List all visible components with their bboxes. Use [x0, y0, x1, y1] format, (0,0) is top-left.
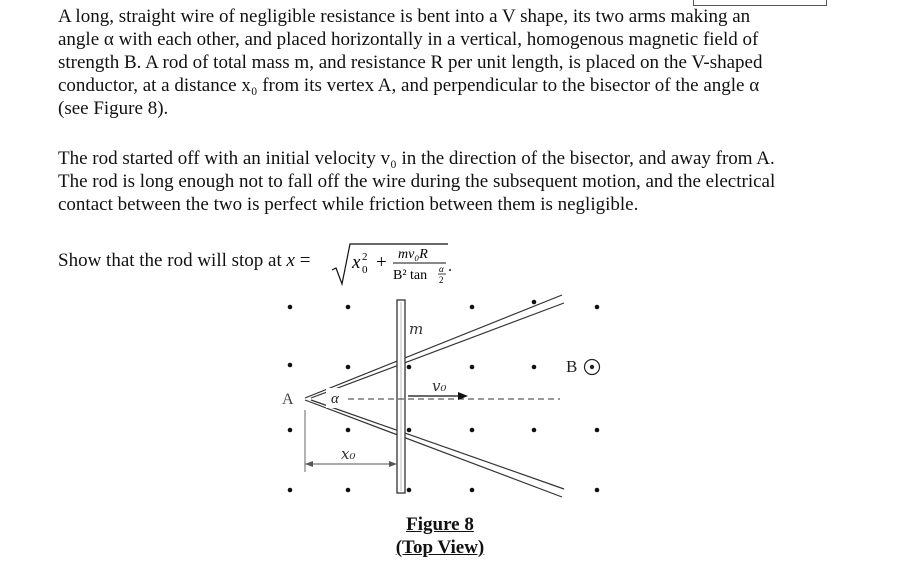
formula-term-x: x [352, 252, 361, 273]
figure-caption-title: Figure 8 [406, 514, 474, 535]
field-dot [346, 305, 351, 310]
formula-term-sub: 0 [362, 264, 368, 276]
field-dot [288, 363, 293, 368]
rod-mass-label: m [409, 320, 424, 338]
paragraph-line: The rod is long enough not to fall off the wire during the subsequent motion, and the electrical [58, 171, 776, 192]
equation-lead: Show that the rod will stop at [58, 250, 287, 271]
equation-variable: x [286, 250, 295, 271]
field-dot [595, 305, 600, 310]
figure-8-diagram [270, 290, 630, 500]
field-dot [346, 488, 351, 493]
field-dot [288, 305, 293, 310]
equation-equals: = [294, 250, 311, 271]
field-dot [470, 488, 475, 493]
field-dot [407, 428, 412, 433]
paragraph-line: (see Figure 8). [58, 98, 169, 119]
field-dot [407, 488, 412, 493]
equation-lead-text [58, 250, 310, 272]
field-dot [532, 365, 537, 370]
field-dot [407, 365, 412, 370]
paragraph-line: contact between the two is perfect while friction between them is negligible. [58, 194, 639, 215]
sqrt-radical [332, 244, 448, 284]
formula-term-sup: 2 [362, 251, 368, 263]
paragraph-line: strength B. A rod of total mass m, and resistance R per unit length, is placed on the V-shaped [58, 52, 763, 73]
out-of-page-icon-dot [590, 365, 594, 369]
field-dot [346, 365, 351, 370]
paragraph-line: A long, straight wire of negligible resistance is bent into a V shape, its two arms making an [58, 6, 751, 27]
vertex-label-a: A [282, 391, 294, 408]
field-dot [595, 428, 600, 433]
x0-label: x₀ [341, 445, 356, 463]
stop-position-formula [330, 238, 475, 288]
alpha-label: α [331, 391, 339, 407]
field-label-b: B [566, 357, 578, 376]
velocity-label: v₀ [432, 377, 447, 395]
formula-plus: + [376, 252, 387, 273]
field-dot [532, 300, 537, 305]
field-dot [595, 488, 600, 493]
field-dot [346, 428, 351, 433]
field-dot [470, 365, 475, 370]
field-dot [532, 428, 537, 433]
x0-arrow-left [305, 461, 313, 467]
paragraph-line: The rod started off with an initial velocity v₀ in the direction of the bisector, and away from A. [58, 148, 775, 169]
formula-period: . [448, 258, 452, 275]
formula-half-den: 2 [439, 275, 444, 285]
problem-paragraph-2 [58, 147, 858, 216]
problem-paragraph-1 [58, 5, 858, 120]
formula-numerator: mv₀R [398, 247, 428, 262]
field-dot [470, 305, 475, 310]
formula-denominator: B² tan [393, 268, 428, 283]
paragraph-line: conductor, at a distance x₀ from its vertex A, and perpendicular to the bisector of the angle α [58, 75, 760, 96]
field-dot [288, 488, 293, 493]
field-dot [470, 428, 475, 433]
paragraph-line: angle α with each other, and placed horizontally in a vertical, homogenous magnetic field of [58, 29, 759, 50]
formula-half-num: α [439, 264, 444, 274]
figure-caption-subtitle: (Top View) [395, 537, 485, 558]
x0-arrow-right [389, 461, 397, 467]
field-dot [288, 428, 293, 433]
